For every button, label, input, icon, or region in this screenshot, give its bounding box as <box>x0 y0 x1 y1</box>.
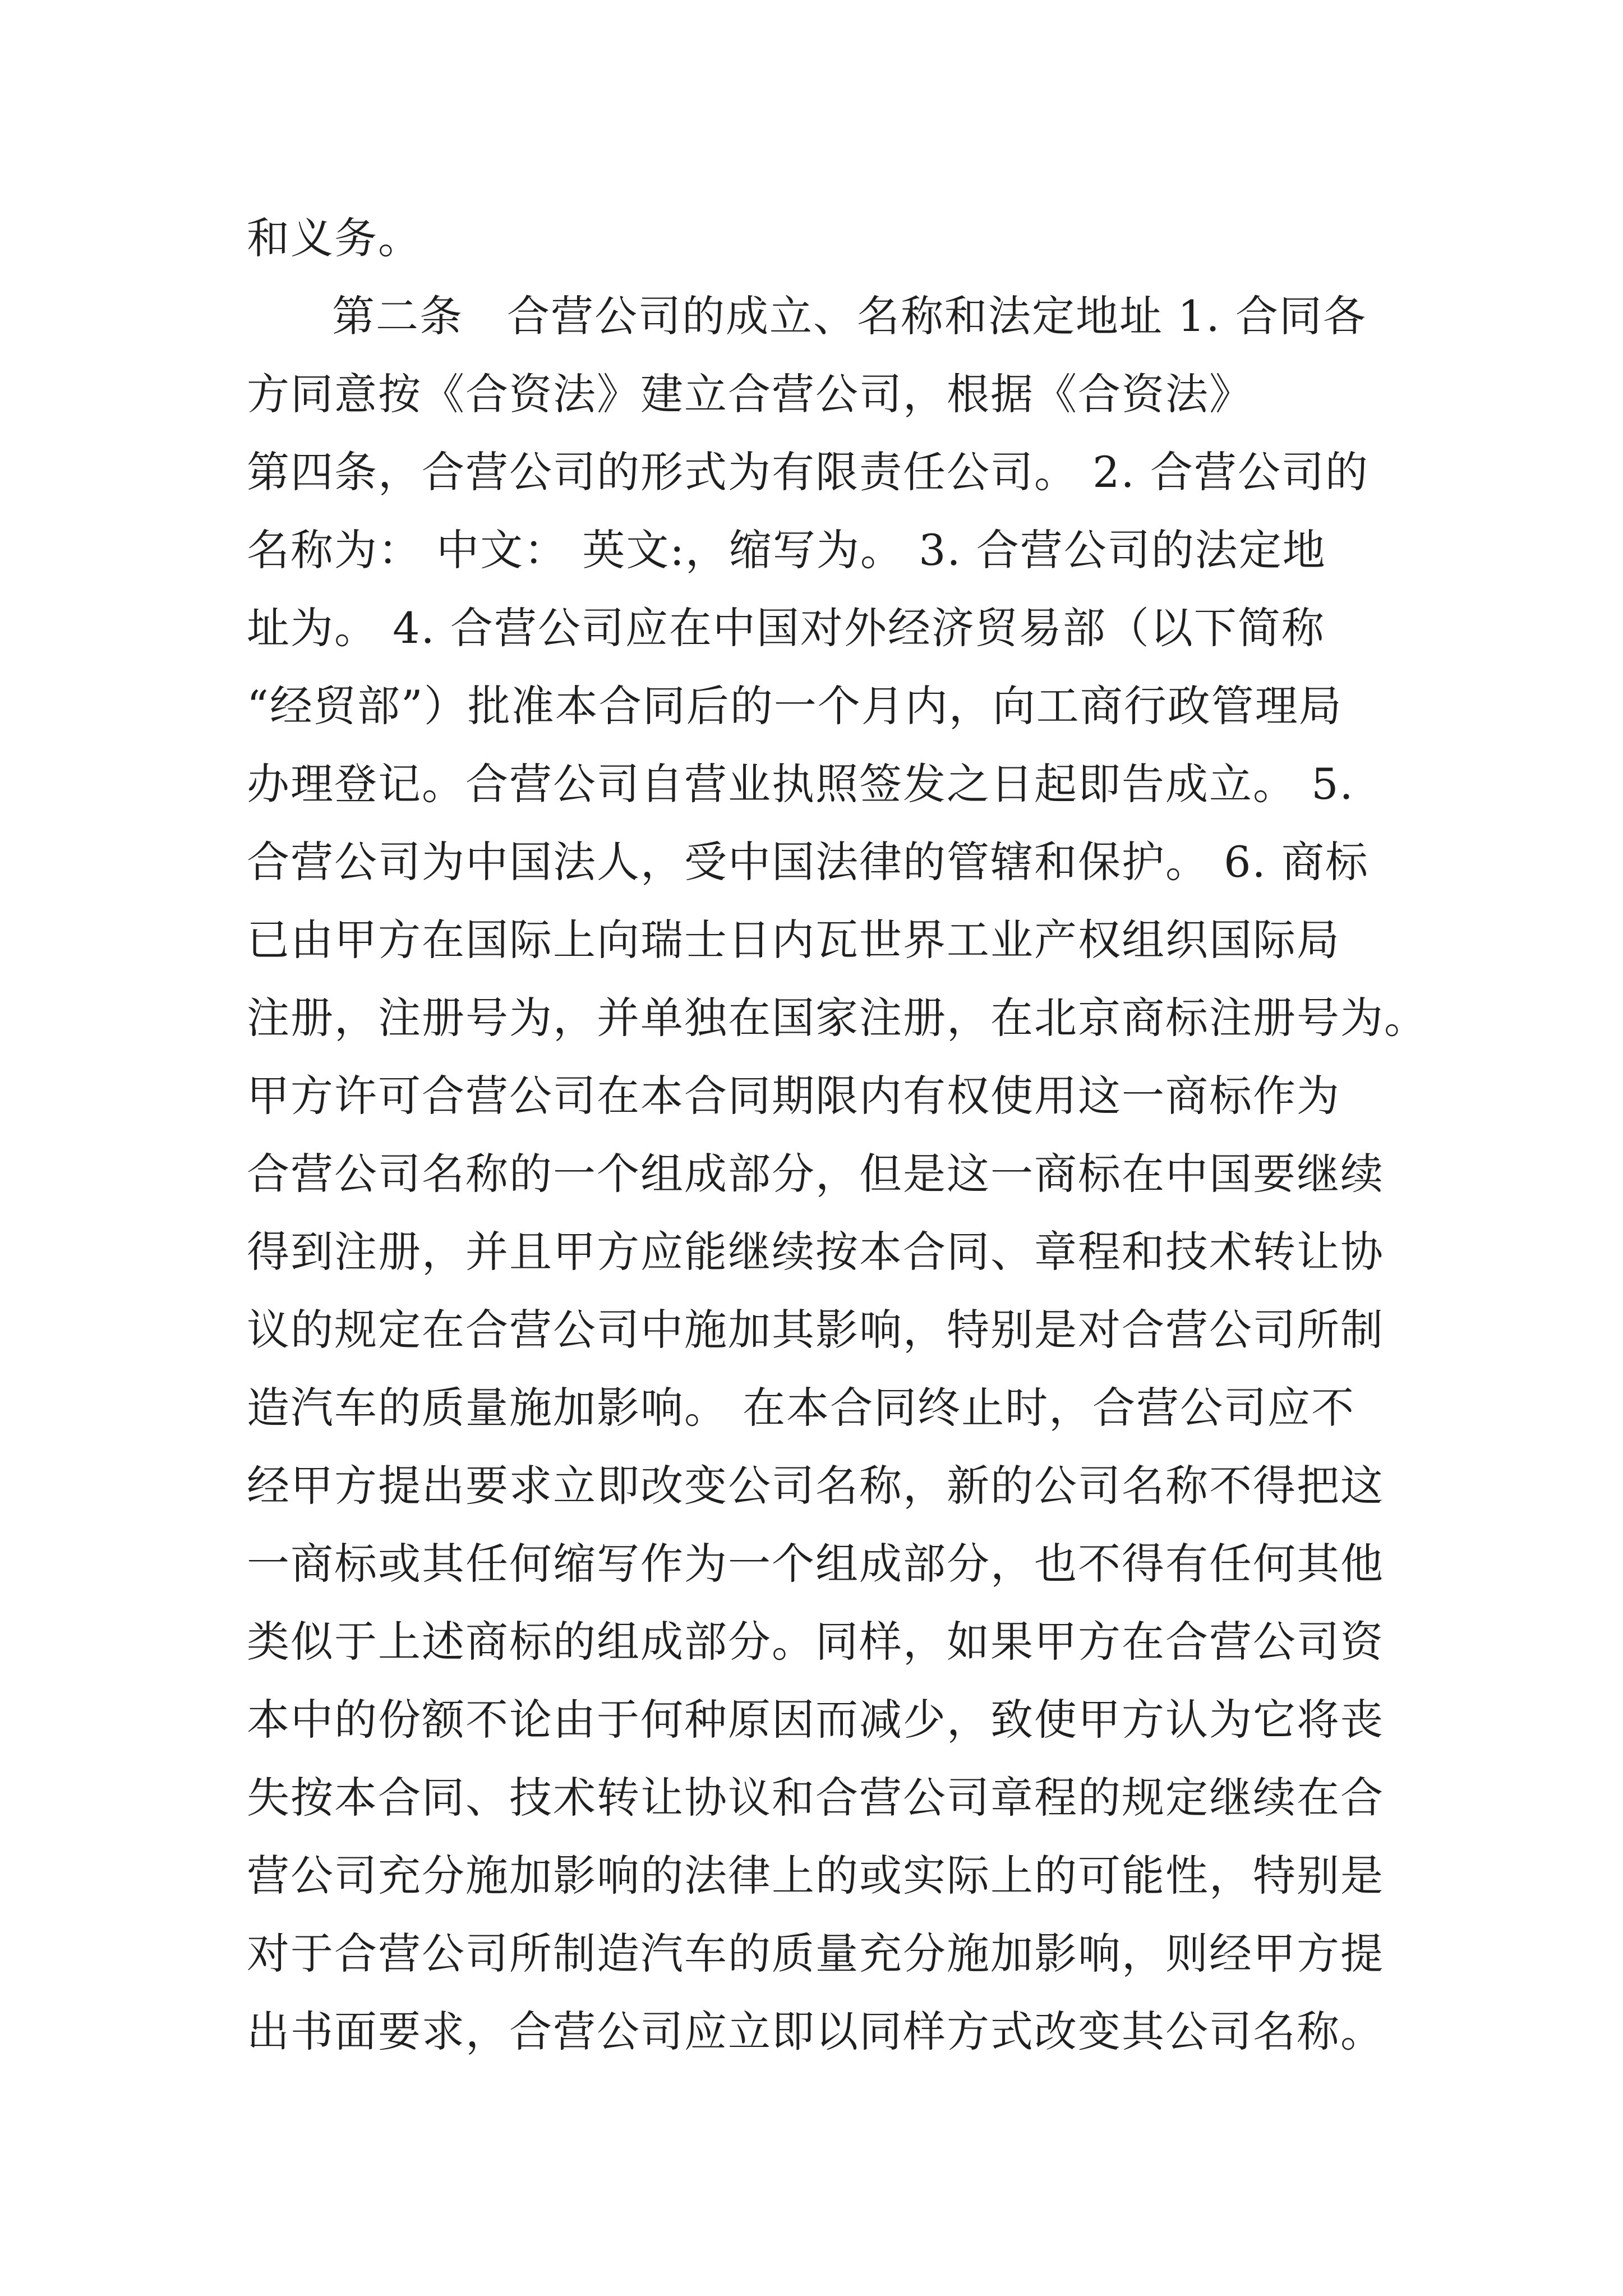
text-line: 造汽车的质量施加影响。 在本合同终止时，合营公司应不 <box>247 1383 1355 1433</box>
text-line: 出书面要求，合营公司应立即以同样方式改变其公司名称。 <box>247 2007 1384 2056</box>
text-line: 议的规定在合营公司中施加其影响，特别是对合营公司所制 <box>247 1305 1384 1355</box>
text-line: 失按本合同、技术转让协议和合营公司章程的规定继续在合 <box>247 1773 1384 1823</box>
text-line: 和义务。 <box>247 213 422 263</box>
text-line: 类似于上述商标的组成部分。同样，如果甲方在合营公司资 <box>247 1617 1384 1667</box>
text-line: 名称为： 中文： 英文:，缩写为。 3. 合营公司的法定地 <box>247 525 1326 575</box>
text-line: 注册，注册号为，并单独在国家注册，在北京商标注册号为。 <box>247 993 1428 1043</box>
text-line: 营公司充分施加影响的法律上的或实际上的可能性，特别是 <box>247 1851 1384 1901</box>
text-line: 合营公司为中国法人，受中国法律的管辖和保护。 6. 商标 <box>247 837 1369 887</box>
text-line: 经甲方提出要求立即改变公司名称，新的公司名称不得把这 <box>247 1461 1384 1511</box>
article-heading-line: 第二条 合营公司的成立、名称和法定地址 1. 合同各 <box>332 291 1367 341</box>
text-line: 本中的份额不论由于何种原因而减少，致使甲方认为它将丧 <box>247 1695 1384 1745</box>
text-line: 址为。 4. 合营公司应在中国对外经济贸易部（以下简称 <box>247 603 1325 653</box>
text-line: 一商标或其任何缩写作为一个组成部分，也不得有任何其他 <box>247 1539 1384 1589</box>
text-line: 第四条，合营公司的形式为有限责任公司。 2. 合营公司的 <box>247 447 1369 497</box>
text-line: 合营公司名称的一个组成部分，但是这一商标在中国要继续 <box>247 1149 1384 1199</box>
text-line: 办理登记。合营公司自营业执照签发之日起即告成立。 5. <box>247 759 1354 809</box>
text-line: 方同意按《合资法》建立合营公司，根据《合资法》 <box>247 369 1253 419</box>
text-line: 得到注册，并且甲方应能继续按本合同、章程和技术转让协 <box>247 1227 1384 1277</box>
text-line: 已由甲方在国际上向瑞士日内瓦世界工业产权组织国际局 <box>247 915 1340 965</box>
text-line: 甲方许可合营公司在本合同期限内有权使用这一商标作为 <box>247 1071 1340 1121</box>
document-body <box>247 199 1430 2070</box>
text-line: 对于合营公司所制造汽车的质量充分施加影响，则经甲方提 <box>247 1929 1384 1978</box>
text-line: “经贸部”）批准本合同后的一个月内，向工商行政管理局 <box>247 681 1343 731</box>
